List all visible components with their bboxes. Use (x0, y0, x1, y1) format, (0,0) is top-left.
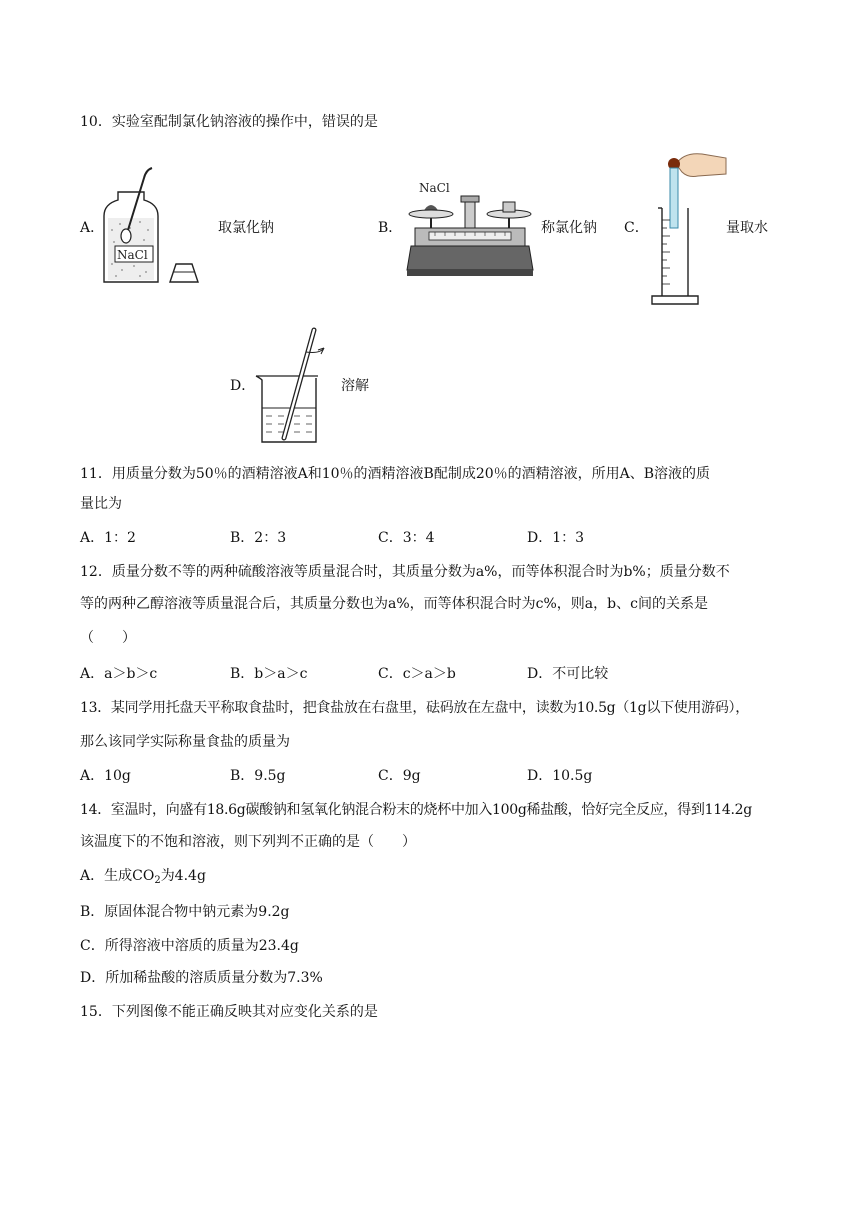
q13-option-c: C．9g (378, 768, 421, 784)
balance-label-nacl: NaCl (419, 181, 450, 195)
q12-line-1: 12．质量分数不等的两种硫酸溶液等质量混合时，其质量分数为a%，而等体积混合时为b%；质量分数不 (80, 564, 730, 580)
graduated-cylinder-figure (648, 150, 728, 308)
q10-option-a-letter: A． (80, 220, 105, 236)
q13-option-b: B．9.5g (230, 768, 286, 784)
q14-line-1: 14．室温时，向盛有18.6g碳酸钠和氢氧化钠混合粉末的烧杯中加入100g稀盐酸，恰好完全反应，得到114.2g (80, 802, 752, 818)
q10-option-d-letter: D． (230, 378, 256, 394)
q13-option-a: A．10g (80, 768, 131, 784)
q13-option-d: D．10.5g (527, 768, 593, 784)
q11-line-1: 11．用质量分数为50％的酒精溶液A和10％的酒精溶液B配制成20％的酒精溶液，所用A、B溶液的质 (80, 466, 711, 482)
q11-option-b: B．2：3 (230, 530, 287, 546)
q10-option-c-letter: C． (624, 220, 649, 236)
q14-option-d: D．所加稀盐酸的溶质质量分数为7.3% (80, 970, 323, 986)
q10-option-d-caption: 溶解 (341, 378, 369, 394)
q12-option-d: D．不可比较 (527, 666, 609, 682)
q10-option-a-caption: 取氯化钠 (218, 220, 274, 236)
q14-option-b: B．原固体混合物中钠元素为9.2g (80, 904, 290, 920)
q11-option-c: C．3：4 (378, 530, 435, 546)
q10-option-b-letter: B． (378, 220, 403, 236)
q12-option-c: C．c＞a＞b (378, 666, 456, 682)
balance-scale-figure (405, 176, 535, 278)
q14-option-a-text: A．生成CO (80, 868, 155, 884)
q14-option-a-value: 为4.4g (160, 868, 206, 884)
q12-line-3: （ ） (80, 630, 136, 646)
q11-option-d: D．1：3 (527, 530, 585, 546)
q15-stem: 15．下列图像不能正确反映其对应变化关系的是 (80, 1004, 378, 1020)
q10-stem: 10．实验室配制氯化钠溶液的操作中，错误的是 (80, 114, 378, 130)
q12-line-2: 等的两种乙醇溶液等质量混合后，其质量分数也为a%，而等体积混合时为c%，则a，b、c间的关系是 (80, 596, 708, 612)
q14-option-c: C．所得溶液中溶质的质量为23.4g (80, 938, 299, 954)
q10-option-b-caption: 称氯化钠 (541, 220, 597, 236)
beaker-stirring-figure (254, 324, 334, 446)
q12-option-a: A．a＞b＞c (80, 666, 158, 682)
nacl-reagent-bottle-figure (100, 160, 200, 286)
q13-line-2: 那么该同学实际称量食盐的质量为 (80, 734, 290, 750)
bottle-label-nacl: NaCl (117, 248, 148, 262)
q12-option-b: B．b＞a＞c (230, 666, 308, 682)
q10-option-c-caption: 量取水 (726, 220, 768, 236)
q14-option-a-subscript: 2 (154, 875, 161, 886)
q11-option-a: A．1：2 (80, 530, 136, 546)
q14-line-2: 该温度下的不饱和溶液，则下列判不正确的是（ ） (80, 834, 416, 850)
q14-option-a (80, 866, 206, 886)
q13-line-1: 13．某同学用托盘天平称取食盐时，把食盐放在右盘里，砝码放在左盘中，读数为10.5g（1g以下使用游码）， (80, 700, 749, 716)
q11-line-2: 量比为 (80, 496, 122, 512)
